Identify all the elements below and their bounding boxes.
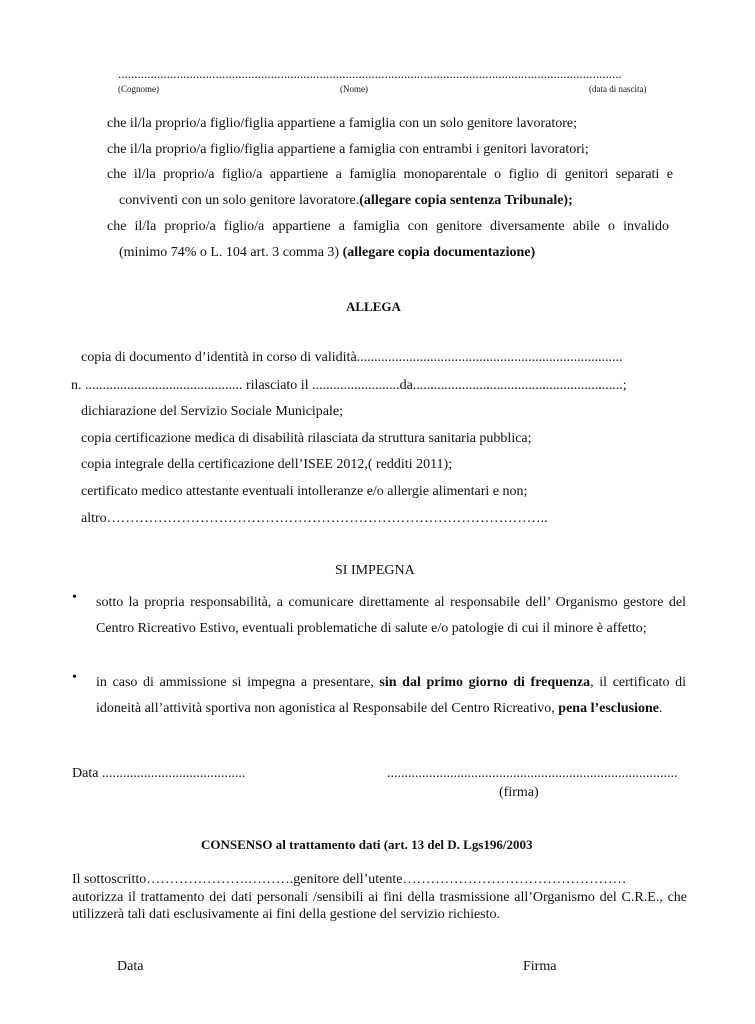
attach-court-sentence: (allegare copia sentenza Tribunale);: [359, 193, 573, 208]
consent-body: autorizza il trattamento dei dati personali /sensibili ai fini della trasmissione all’Organismo del C.R.E., che utilizzerà tali dati esclusivamente ai fini della gestione del servizio richiesto.: [72, 890, 687, 922]
impegna-heading: SI IMPEGNA: [335, 563, 415, 578]
option-single-parent-worker: che il/la proprio/a figlio/figlia appartiene a famiglia con un solo genitore lavoratore;: [107, 116, 577, 131]
attach-documentation: (allegare copia documentazione): [342, 245, 536, 260]
commitment-health-issues: sotto la propria responsabilità, a comunicare direttamente al responsabile dell’ Organismo gestore del Centro Ricreativo Estivo, eventuali problematiche di salute e/o patologie di cui il minore è affetto;: [96, 595, 686, 636]
bullet-icon: •: [72, 670, 77, 685]
commitment-exclusion: pena l’esclusione: [558, 701, 660, 716]
attachment-social-service: dichiarazione del Servizio Sociale Municipale;: [81, 404, 344, 419]
option-single-parent-family-cont: [119, 193, 573, 209]
bullet-icon: •: [72, 590, 77, 605]
option-text: conviventi con un solo genitore lavoratore.: [119, 193, 360, 208]
footer-date-label: Data: [117, 959, 144, 974]
option-single-parent-family: che il/la proprio/a figlio/a appartiene a famiglia monoparentale o figlio di genitori separati e: [107, 167, 673, 182]
nome-label: (Nome): [340, 84, 368, 94]
cognome-label: (Cognome): [118, 84, 159, 94]
attachment-id-number: n. ............................................. rilasciato il .........................da............................................................;: [71, 378, 627, 393]
signature-label: (firma): [499, 785, 539, 800]
attachment-disability-cert: copia certificazione medica di disabilità rilasciata da struttura sanitaria pubblica;: [81, 431, 532, 446]
option-both-parents-workers: che il/la proprio/a figlio/figlia appartiene a famiglia con entrambi i genitori lavoratori;: [107, 142, 589, 157]
option-text: (minimo 74% o L. 104 art. 3 comma 3): [119, 245, 343, 260]
commitment-text: , il certificato di idoneità all’attività sportiva non agonistica al Responsabile del Centro Ricreativo,: [96, 675, 686, 716]
attachment-id-document: copia di documento d’identità in corso di validità............................................................................: [81, 350, 623, 365]
attachment-other: altro…………………………………………………………………………………..: [81, 511, 548, 526]
footer-signature-label: Firma: [523, 959, 557, 974]
signature-dots: ...................................................................................: [387, 766, 678, 781]
date-field: Data .........................................: [72, 766, 246, 781]
commitment-first-day: sin dal primo giorno di frequenza: [379, 675, 591, 690]
attachment-medical-cert: certificato medico attestante eventuali intolleranze e/o allergie alimentari e non;: [81, 484, 528, 499]
attachment-isee: copia integrale della certificazione dell’ISEE 2012,( redditi 2011);: [81, 457, 453, 472]
identity-dots: ...........................................................................................................................................................: [118, 66, 622, 81]
consent-signer-line: Il sottoscritto………………….……….genitore dell’utente…………………………………………: [72, 872, 627, 887]
consent-heading: CONSENSO al trattamento dati (art. 13 del D. Lgs196/2003: [201, 837, 533, 852]
allega-heading: ALLEGA: [346, 299, 401, 314]
commitment-text: in caso di ammissione si impegna a presentare,: [96, 675, 380, 690]
birthdate-label: (data di nascita): [589, 84, 647, 94]
commitment-fitness-certificate: [96, 670, 686, 722]
option-disabled-parent: che il/la proprio/a figlio/a appartiene a famiglia con genitore diversamente abile o invalido: [107, 219, 669, 234]
commitment-text: .: [659, 701, 663, 716]
option-disabled-parent-cont: [119, 245, 535, 261]
